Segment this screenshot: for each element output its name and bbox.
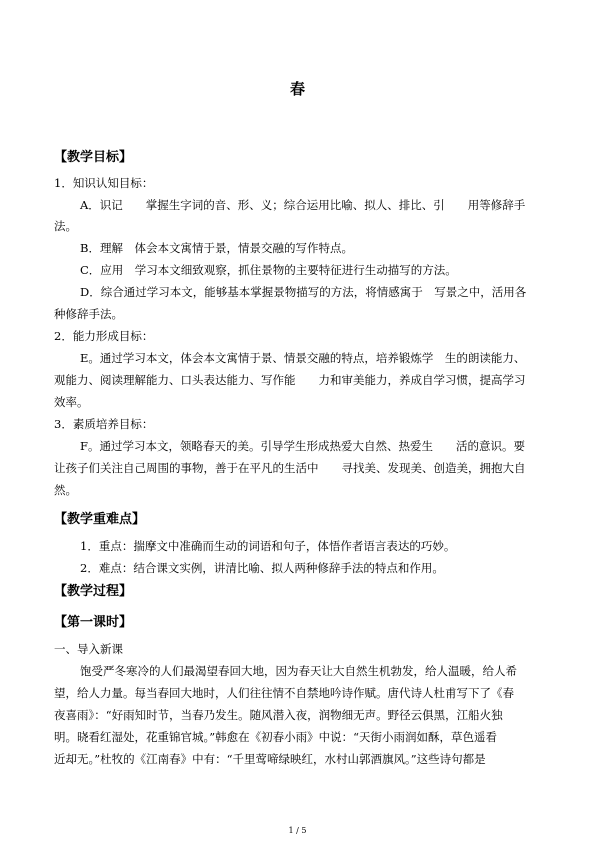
goal-3-f-line: 然。 bbox=[54, 483, 77, 497]
intro-paragraph-line: 望，给人力量。每当春回大地时，人们往往情不自禁地吟诗作赋。唐代诗人杜甫写下了《春 bbox=[54, 686, 514, 700]
goal-3-f-line: F。通过学习本文，领略春天的美。引导学生形成热爱大自然、热爱生 活的意识。要 bbox=[80, 439, 525, 453]
goal-2-e-line: 观能力、阅读理解能力、口头表达能力、写作能 力和审美能力，养成自学习惯，提高学习 bbox=[54, 373, 526, 387]
page-title: 春 bbox=[289, 80, 305, 98]
goal-1-a-line: 法。 bbox=[54, 219, 77, 233]
section-heading-key-points: 【教学重难点】 bbox=[54, 512, 146, 527]
goal-2-heading: 2．能力形成目标： bbox=[54, 329, 154, 343]
intro-paragraph-line: 夜喜雨》：“好雨知时节，当春乃发生。随风潜入夜，润物细无声。野径云俱黑，江船火独 bbox=[54, 708, 503, 722]
goal-1-b-line: B．理解 体会本文寓情于景，情景交融的写作特点。 bbox=[80, 241, 353, 255]
section-heading-lesson-1: 【第一课时】 bbox=[54, 615, 133, 630]
intro-paragraph-line: 饱受严冬寒冷的人们最渴望春回大地，因为春天让大自然生机勃发，给人温暖，给人希 bbox=[80, 664, 517, 678]
page-number: 1 / 5 bbox=[288, 826, 307, 835]
goal-1-d-line: 种修辞手法。 bbox=[54, 307, 123, 321]
section-heading-goals: 【教学目标】 bbox=[54, 150, 133, 165]
intro-paragraph-line: 明。晓看红湿处，花重锦官城。”韩愈在《初春小雨》中说：“天街小雨润如酥，草色遥看 bbox=[54, 730, 498, 744]
goal-1-heading: 1．知识认知目标： bbox=[54, 176, 154, 190]
key-point-item: 2．难点：结合课文实例，讲清比喻、拟人两种修辞手法的特点和作用。 bbox=[80, 561, 444, 575]
goal-1-c-line: C．应用 学习本文细致观察，抓住景物的主要特征进行生动描写的方法。 bbox=[80, 263, 457, 277]
intro-heading: 一、导入新课 bbox=[54, 642, 123, 656]
section-heading-process: 【教学过程】 bbox=[54, 584, 133, 599]
goal-2-e-line: E。通过学习本文，体会本文寓情于景、情景交融的特点，培养锻炼学 生的朗读能力、 bbox=[80, 351, 526, 365]
goal-3-heading: 3．素质培养目标： bbox=[54, 417, 154, 431]
intro-paragraph-line: 近却无。”杜牧的《江南春》中有：“千里莺啼绿映红，水村山郭酒旗风。”这些诗句都是 bbox=[54, 752, 486, 766]
goal-2-e-line: 效率。 bbox=[54, 395, 89, 409]
goal-3-f-line: 让孩子们关注自己周围的事物，善于在平凡的生活中 寻找美、发现美、创造美，拥抱大自 bbox=[54, 461, 526, 475]
goal-1-a-line: A．识记 掌握生字词的音、形、义；综合运用比喻、拟人、排比、引 用等修辞手 bbox=[80, 198, 526, 212]
goal-1-d-line: D．综合通过学习本文，能够基本掌握景物描写的方法，将情感寓于 写景之中，活用各 bbox=[80, 285, 527, 299]
key-point-item: 1．重点：揣摩文中准确而生动的词语和句子，体悟作者语言表达的巧妙。 bbox=[80, 539, 456, 553]
